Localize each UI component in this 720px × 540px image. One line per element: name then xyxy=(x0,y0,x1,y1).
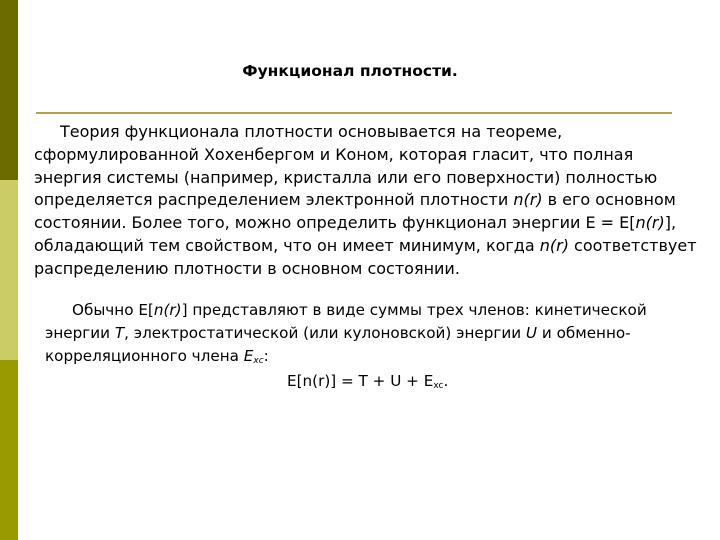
paragraph1-text-1: Теория функционала плотности основывается на теореме, сформулированной Хохенбергом и Коном, которая гласит, что полная энергия системы (например, кристалла или его поверхности) полностью определяется распределением электронной плотности xyxy=(34,122,658,210)
exchange-correlation-symbol: E xyxy=(243,347,254,365)
electrostatic-energy-variable: U xyxy=(525,324,538,342)
decorative-bar-bottom xyxy=(0,360,18,540)
paragraph1-text-4: соответствует распределению плотности в основном состоянии. xyxy=(34,235,697,278)
energy-formula xyxy=(287,370,448,392)
density-variable: n(r) xyxy=(539,235,569,255)
formula-end: . xyxy=(443,372,449,390)
density-variable: n(r) xyxy=(513,190,543,210)
decorative-bar-middle xyxy=(0,180,18,360)
density-variable: n(r) xyxy=(153,301,182,319)
formula-main: E[n(r)] = T + U + E xyxy=(287,372,434,390)
paragraph2-text-5: : xyxy=(263,347,269,365)
paragraph-energy-terms xyxy=(45,299,705,368)
title-divider xyxy=(36,112,672,114)
paragraph2-text-2: ] представляют в виде суммы трех членов: кинетической энергии xyxy=(45,301,647,342)
paragraph2-text-1: Обычно E[ xyxy=(72,301,154,319)
paragraph2-text-3: , электростатической (или кулоновской) энергии xyxy=(124,324,526,342)
exchange-correlation-variable xyxy=(244,347,264,365)
exchange-correlation-subscript: xc xyxy=(253,356,264,366)
kinetic-energy-variable: T xyxy=(114,324,125,342)
formula-subscript: xc xyxy=(433,381,444,391)
paragraph2-text-4: и обменно-корреляционного члена xyxy=(45,324,631,365)
paragraph-theory xyxy=(34,121,704,281)
paragraph1-text-2: в его основном состоянии. Более того, можно определить функционал энергии E = E[ xyxy=(34,190,676,233)
decorative-bar-top xyxy=(0,0,18,180)
paragraph1-text-3: ], обладающий тем свойством, что он имеет минимум, когда xyxy=(34,213,677,255)
density-variable: n(r) xyxy=(635,213,665,233)
slide-title: Функционал плотности. xyxy=(242,62,458,80)
